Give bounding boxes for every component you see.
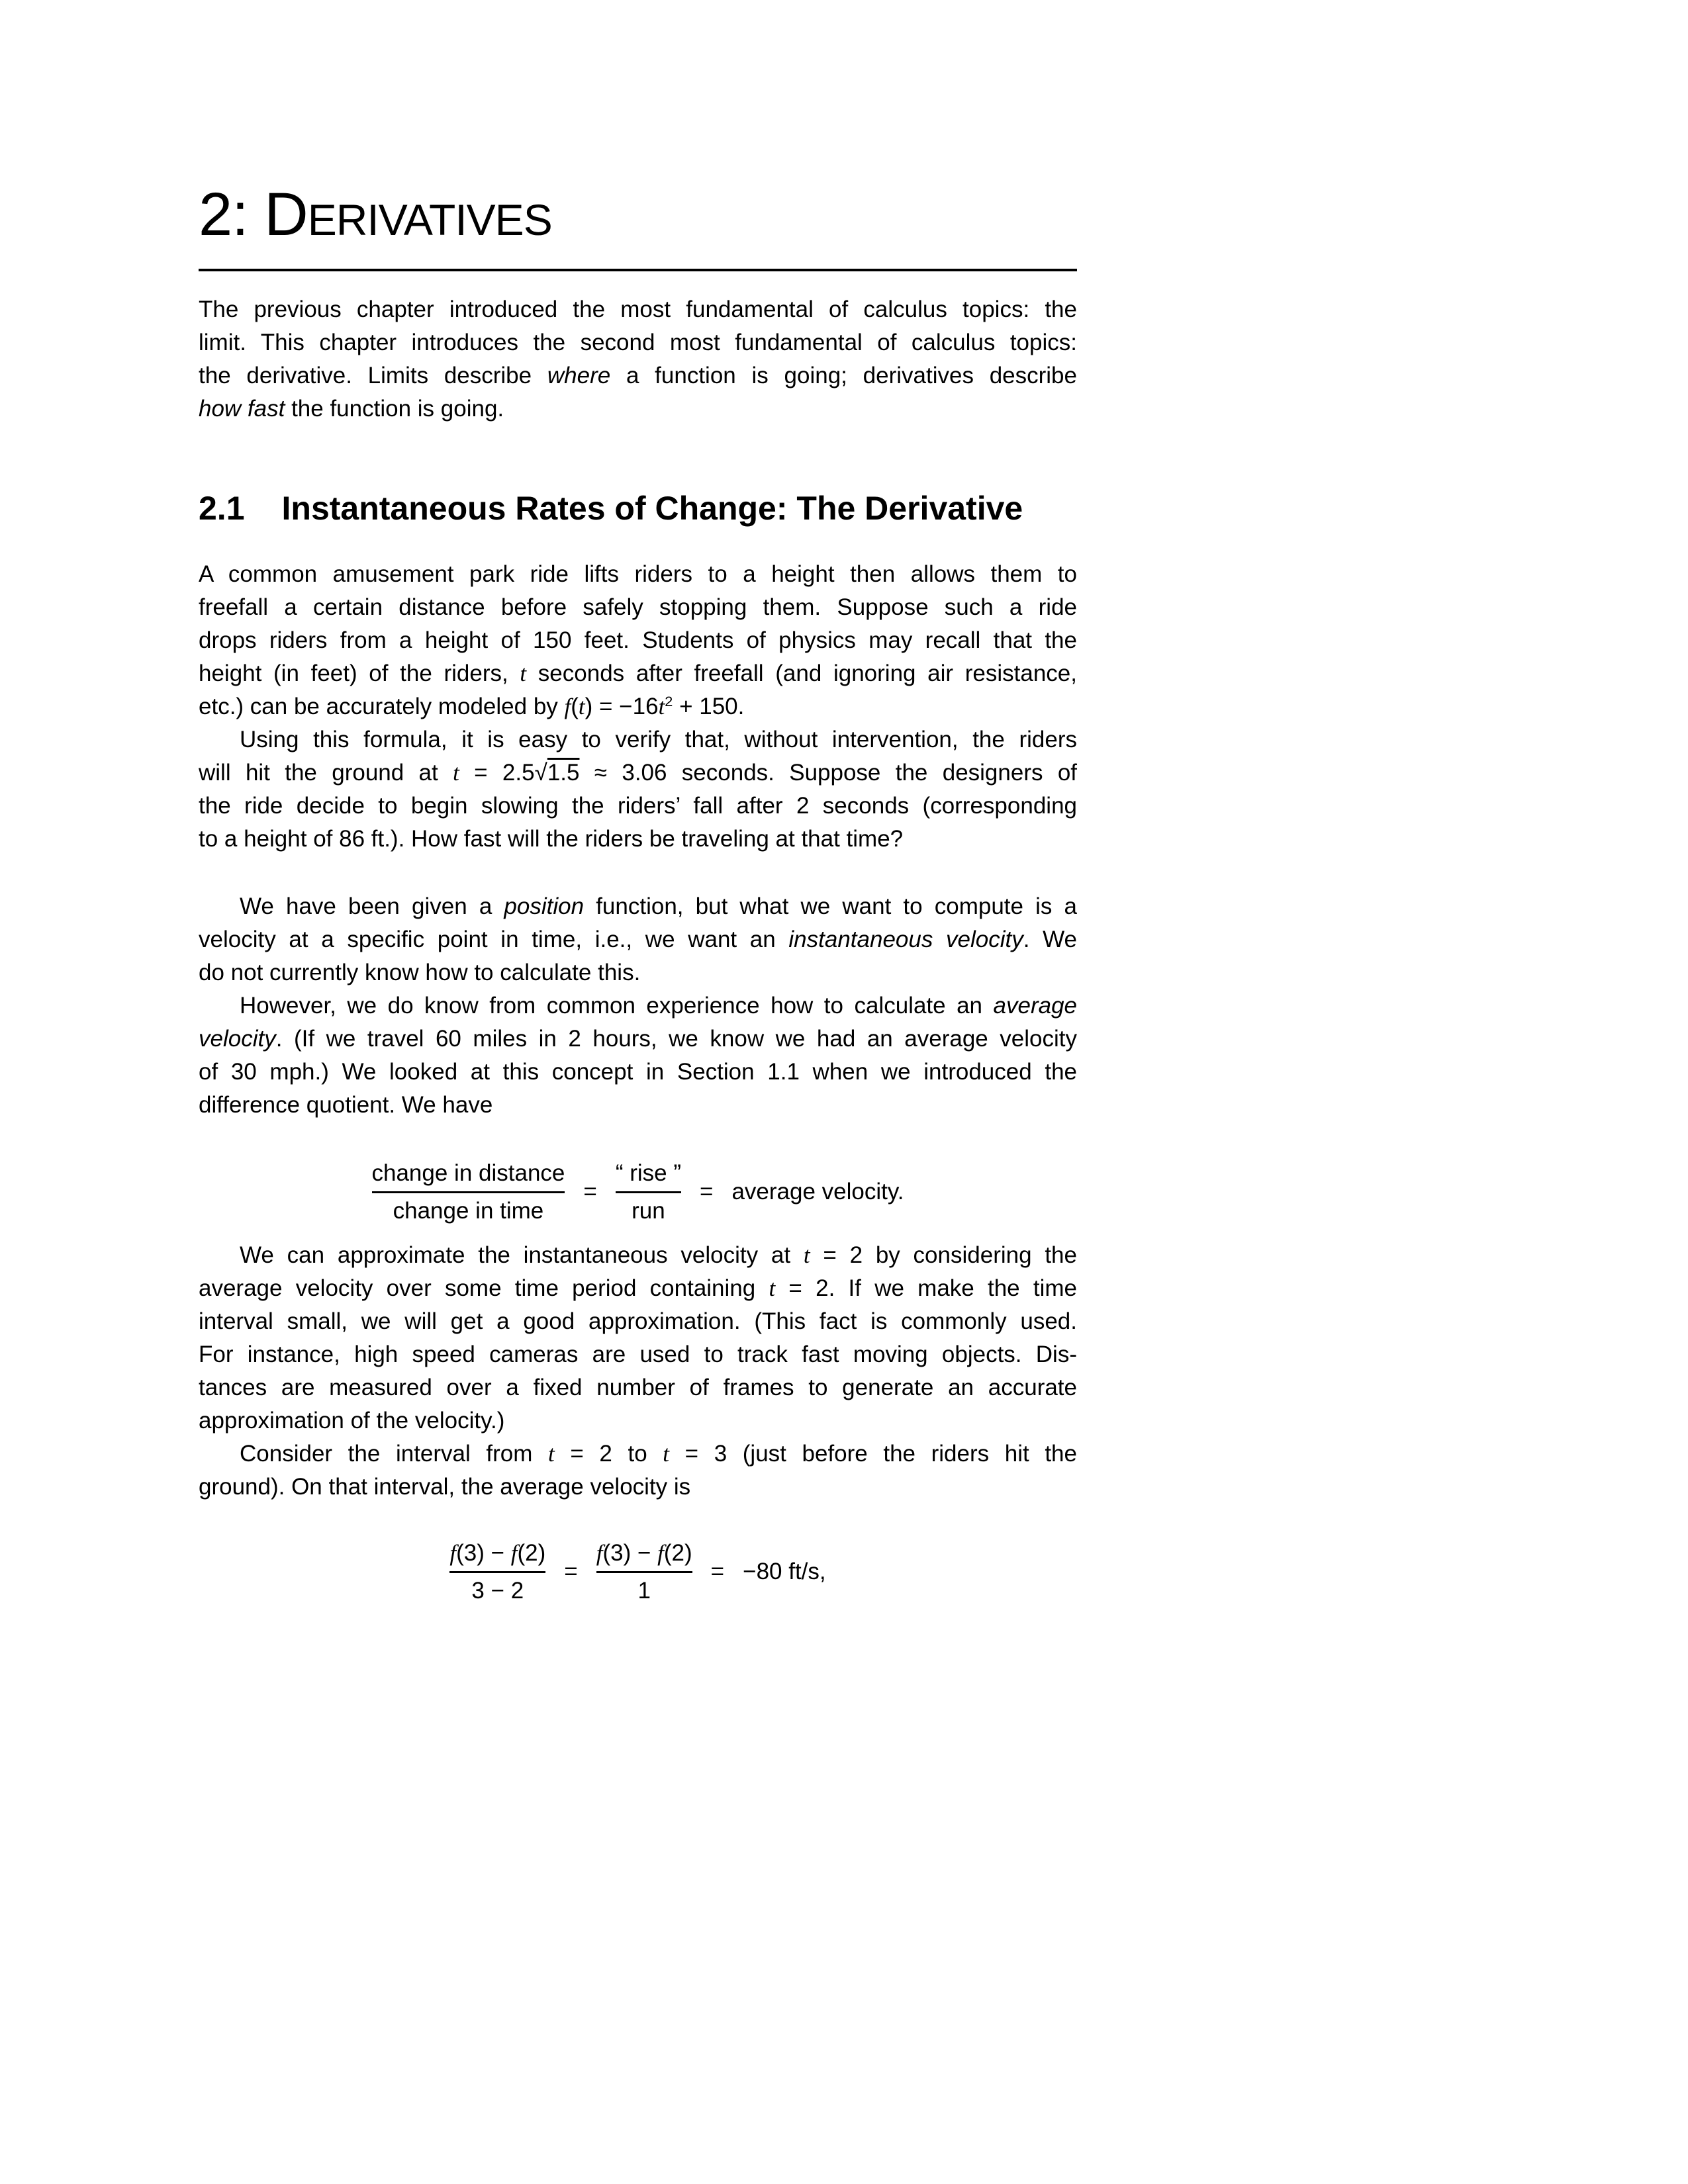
text-line: Using this formula, it is easy to verify that, without intervention, the riders: [240, 727, 1077, 752]
fraction-bar: [596, 1571, 692, 1573]
body-paragraph-2: [199, 558, 1077, 726]
fraction: [616, 1159, 681, 1226]
text-segment: (2): [517, 1539, 546, 1566]
text-line: [199, 923, 1077, 956]
text-segment: = 2 by considering the: [810, 1242, 1077, 1268]
chapter-title-smallcaps: ERIVATIVES: [307, 195, 552, 244]
equals-sign: =: [583, 1179, 597, 1205]
fraction: [596, 1539, 692, 1606]
fraction-numerator: “ rise ”: [615, 1160, 681, 1186]
math-variable: f: [510, 1539, 518, 1566]
text-segment: = 2.5: [459, 760, 535, 786]
text-line: [199, 690, 1077, 726]
text-line: [199, 359, 1077, 392]
chapter-title: [199, 181, 1077, 248]
body-paragraph-7: [199, 1437, 1077, 1504]
text-segment: a function is going; derivatives describe: [610, 363, 1077, 388]
fraction-denominator: run: [632, 1197, 665, 1224]
text-segment: However, we do know from common experience how to calculate an: [240, 993, 994, 1019]
text-segment: . (If we travel 60 miles in 2 hours, we know we had an average velocity: [275, 1026, 1077, 1052]
text-segment: ) = −16: [585, 694, 659, 719]
text-line: The previous chapter introduced the most fundamental of calculus topics: the: [199, 296, 1077, 322]
display-formula-difference-quotient: [199, 1522, 1077, 1621]
text-segment: = 2 to: [554, 1441, 663, 1467]
italic-segment: velocity: [199, 1026, 276, 1052]
radicand: 1.5: [547, 760, 580, 786]
text-line: drops riders from a height of 150 feet. Students of physics may recall that the: [199, 627, 1077, 653]
text-segment: average velocity over some time period containing: [199, 1275, 769, 1301]
fraction-denominator: change in time: [393, 1197, 544, 1224]
text-line: ground). On that interval, the average velocity is: [199, 1474, 691, 1500]
fraction-numerator: [449, 1539, 545, 1568]
text-line: to a height of 86 ft.). How fast will the riders be traveling at that time?: [199, 826, 904, 852]
math-variable: f: [596, 1539, 603, 1566]
fraction-numerator: [596, 1539, 692, 1568]
equals-sign: =: [564, 1559, 578, 1584]
text-segment: height (in feet) of the riders,: [199, 660, 520, 686]
text-line: [199, 890, 1077, 923]
body-paragraph-5: [199, 989, 1077, 1122]
fraction-bar: [449, 1571, 545, 1573]
math-variable: t: [548, 1441, 555, 1467]
math-variable: t: [769, 1275, 776, 1301]
text-line: [199, 1272, 1077, 1305]
chapter-title-rule: [199, 269, 1077, 271]
text-segment: etc.) can be accurately modeled by: [199, 694, 565, 719]
text-segment: function, but what we want to compute is a: [584, 893, 1077, 919]
radical-sign: √: [534, 760, 547, 786]
text-line: [199, 1437, 1077, 1471]
math-variable: f: [657, 1539, 664, 1566]
text-segment: = 2. If we make the time: [775, 1275, 1077, 1301]
equals-sign: =: [700, 1179, 714, 1205]
section-title: Instantaneous Rates of Change: The Derivative: [281, 490, 1023, 527]
text-line: [199, 989, 1077, 1023]
fraction-bar: [616, 1191, 681, 1193]
italic-segment: where: [547, 363, 611, 388]
body-paragraph-6: [199, 1239, 1077, 1437]
text-segment: = 3 (just before the riders hit the: [669, 1441, 1077, 1467]
text-line: [199, 756, 1077, 790]
text-segment: the function is going.: [285, 396, 504, 422]
text-segment: (3) −: [602, 1539, 658, 1566]
text-segment: Consider the interval from: [240, 1441, 549, 1467]
body-paragraph-3: [199, 723, 1077, 856]
fraction: [372, 1159, 565, 1226]
text-line: of 30 mph.) We looked at this concept in Section 1.1 when we introduced the: [199, 1059, 1077, 1085]
fraction: [449, 1539, 545, 1606]
italic-segment: average: [993, 993, 1077, 1019]
text-segment: the derivative. Limits describe: [199, 363, 547, 388]
math-variable: f: [564, 694, 571, 719]
text-line: [199, 392, 1077, 426]
math-variable: t: [658, 694, 665, 719]
text-segment: . We: [1023, 927, 1077, 952]
fraction-bar: [372, 1191, 565, 1193]
italic-segment: instantaneous velocity: [788, 927, 1023, 952]
math-variable: t: [453, 760, 459, 786]
text-segment: We have been given a: [240, 893, 504, 919]
body-paragraph-4: [199, 890, 1077, 989]
text-line: [199, 1239, 1077, 1272]
text-segment: seconds after freefall (and ignoring air resistance,: [526, 660, 1077, 686]
text-segment: velocity at a specific point in time, i.e., we want an: [199, 927, 789, 952]
text-line: [199, 657, 1077, 690]
math-variable: f: [449, 1539, 457, 1566]
fraction-denominator: 1: [637, 1577, 651, 1604]
text-line: For instance, high speed cameras are used to track fast moving objects. Dis-: [199, 1342, 1077, 1367]
superscript: 2: [665, 693, 673, 710]
text-segment: + 150.: [673, 694, 745, 719]
math-variable: t: [520, 660, 527, 686]
text-segment: (: [571, 694, 579, 719]
text-line: approximation of the velocity.): [199, 1408, 505, 1433]
text-segment: ≈ 3.06 seconds. Suppose the designers of: [579, 760, 1078, 786]
text-line: [199, 1023, 1077, 1056]
text-segment: (3) −: [456, 1539, 511, 1566]
intro-paragraph: [199, 293, 1077, 426]
fraction-denominator: 3 − 2: [471, 1577, 524, 1604]
math-variable: t: [803, 1242, 810, 1268]
fraction-numerator: change in distance: [371, 1160, 565, 1186]
formula-result: −80 ft/s,: [743, 1559, 826, 1584]
display-formula-average-velocity: [199, 1142, 1077, 1242]
formula-result: average velocity.: [731, 1179, 904, 1205]
text-line: interval small, we will get a good approximation. (This fact is commonly used.: [199, 1308, 1077, 1334]
equals-sign: =: [710, 1559, 725, 1584]
section-number: 2.1: [199, 490, 245, 527]
text-line: limit. This chapter introduces the second most fundamental of calculus topics:: [199, 330, 1077, 355]
text-segment: We can approximate the instantaneous velocity at: [240, 1242, 804, 1268]
text-line: difference quotient. We have: [199, 1092, 493, 1118]
text-line: freefall a certain distance before safely stopping them. Suppose such a ride: [199, 594, 1077, 620]
text-line: the ride decide to begin slowing the riders’ fall after 2 seconds (corresponding: [199, 793, 1077, 819]
math-variable: t: [663, 1441, 670, 1467]
text-segment: (2): [663, 1539, 692, 1566]
chapter-title-lead: 2: D: [199, 181, 308, 248]
math-variable: t: [578, 694, 585, 719]
text-line: do not currently know how to calculate this.: [199, 960, 641, 985]
text-segment: will hit the ground at: [199, 760, 453, 786]
text-line: tances are measured over a fixed number of frames to generate an accurate: [199, 1375, 1077, 1400]
italic-segment: position: [504, 893, 585, 919]
section-heading: [199, 490, 1077, 527]
italic-segment: how fast: [199, 396, 285, 422]
text-line: A common amusement park ride lifts riders to a height then allows them to: [199, 561, 1077, 587]
